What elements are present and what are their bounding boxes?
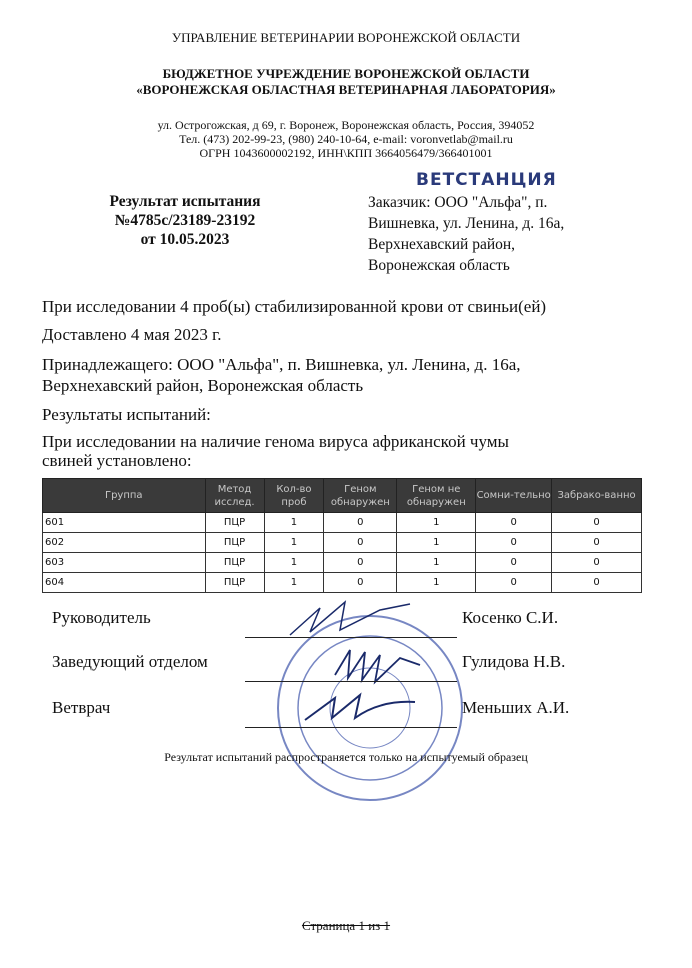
col-header: Метод исслед. — [205, 479, 264, 513]
col-header: Кол-во проб — [264, 479, 324, 513]
table-row — [43, 553, 642, 573]
findings-line: При исследовании на наличие генома вируса африканской чумы — [42, 432, 509, 451]
signer-name: Гулидова Н.В. — [462, 652, 566, 671]
signer-role: Ветврач — [52, 698, 111, 717]
org-line: «ВОРОНЕЖСКАЯ ОБЛАСТНАЯ ВЕТЕРИНАРНАЯ ЛАБОРАТОРИЯ» — [136, 82, 556, 97]
results-table — [42, 478, 642, 593]
table-cell: 0 — [476, 533, 552, 553]
signature-line — [245, 727, 457, 728]
official-stamp — [250, 590, 480, 810]
table-cell: 0 — [476, 513, 552, 533]
customer-line: Вишневка, ул. Ленина, д. 16а, — [368, 215, 565, 232]
table-cell: ПЦР — [205, 573, 264, 593]
signature-line — [245, 681, 457, 682]
table-cell: 0 — [476, 553, 552, 573]
page-number: Страница 1 из 1 — [301, 918, 391, 933]
signature-line — [245, 637, 457, 638]
owner-line: Верхнехавский район, Воронежская область — [42, 376, 364, 395]
table-cell: 0 — [324, 553, 397, 573]
signer-role: Руководитель — [52, 608, 151, 627]
findings-text — [42, 432, 662, 470]
signature-3 — [305, 695, 415, 720]
table-cell: 1 — [397, 573, 476, 593]
result-title-block — [60, 192, 310, 249]
table-cell: 603 — [43, 553, 206, 573]
contacts: Тел. (473) 202-99-23, (980) 240-10-64, e-mail: voronvetlab@mail.ru — [179, 132, 513, 146]
col-header: Геном не обнаружен — [397, 479, 476, 513]
samples-text: При исследовании 4 проб(ы) стабилизированной крови от свиньи(ей) — [42, 297, 547, 316]
result-title: Результат испытания — [109, 193, 261, 210]
table-cell: 0 — [476, 573, 552, 593]
table-cell: 1 — [264, 573, 324, 593]
result-date: от 10.05.2023 — [140, 231, 230, 248]
table-cell: 0 — [552, 533, 642, 553]
results-heading: Результаты испытаний: — [42, 405, 211, 424]
table-cell: ПЦР — [205, 533, 264, 553]
table-cell: 1 — [264, 533, 324, 553]
registration-ids: ОГРН 1043600002192, ИНН\КПП 3664056479/366401001 — [199, 146, 493, 160]
table-header-row — [43, 479, 642, 513]
customer-block — [368, 192, 668, 276]
table-cell: 604 — [43, 573, 206, 593]
org-line: БЮДЖЕТНОЕ УЧРЕЖДЕНИЕ ВОРОНЕЖСКОЙ ОБЛАСТИ — [162, 66, 530, 81]
customer-line: Заказчик: ООО "Альфа", п. — [368, 194, 548, 211]
col-header: Группа — [43, 479, 206, 513]
table-cell: 0 — [324, 513, 397, 533]
signature-2 — [335, 650, 420, 682]
delivered-text: Доставлено 4 мая 2023 г. — [42, 325, 222, 344]
table-cell: 0 — [552, 573, 642, 593]
address: ул. Острогожская, д 69, г. Воронеж, Воронежская область, Россия, 394052 — [157, 118, 535, 132]
owner-text — [42, 354, 662, 396]
result-number: №4785с/23189-23192 — [114, 212, 256, 229]
table-cell: 1 — [397, 533, 476, 553]
table-cell: ПЦР — [205, 553, 264, 573]
authority-name: УПРАВЛЕНИЕ ВЕТЕРИНАРИИ ВОРОНЕЖСКОЙ ОБЛАСТИ — [171, 30, 521, 45]
table-cell: 0 — [552, 513, 642, 533]
table-cell: 1 — [264, 553, 324, 573]
table-cell: 1 — [264, 513, 324, 533]
table-cell: 0 — [552, 553, 642, 573]
customer-line: Воронежская область — [368, 257, 510, 274]
organization-contacts — [0, 118, 692, 160]
signer-name: Меньших А.И. — [462, 698, 570, 717]
signer-name: Косенко С.И. — [462, 608, 559, 627]
table-cell: 1 — [397, 553, 476, 573]
table-cell: 0 — [324, 573, 397, 593]
table-cell: 602 — [43, 533, 206, 553]
table-cell: 0 — [324, 533, 397, 553]
organization-name — [0, 66, 692, 98]
owner-line: Принадлежащего: ООО "Альфа", п. Вишневка, ул. Ленина, д. 16а, — [42, 355, 521, 374]
col-header: Геном обнаружен — [324, 479, 397, 513]
customer-line: Верхнехавский район, — [368, 236, 516, 253]
table-cell: ПЦР — [205, 513, 264, 533]
col-header: Забрако-ванно — [552, 479, 642, 513]
table-row — [43, 513, 642, 533]
vetstation-stamp: ВЕТСТАНЦИЯ — [416, 170, 557, 190]
table-row — [43, 533, 642, 553]
table-cell: 601 — [43, 513, 206, 533]
table-cell: 1 — [397, 513, 476, 533]
findings-line: свиней установлено: — [42, 451, 192, 470]
col-header: Сомни-тельно — [476, 479, 552, 513]
signer-role: Заведующий отделом — [52, 652, 208, 671]
footer-note: Результат испытаний распространяется только на испытуемый образец — [164, 750, 528, 764]
